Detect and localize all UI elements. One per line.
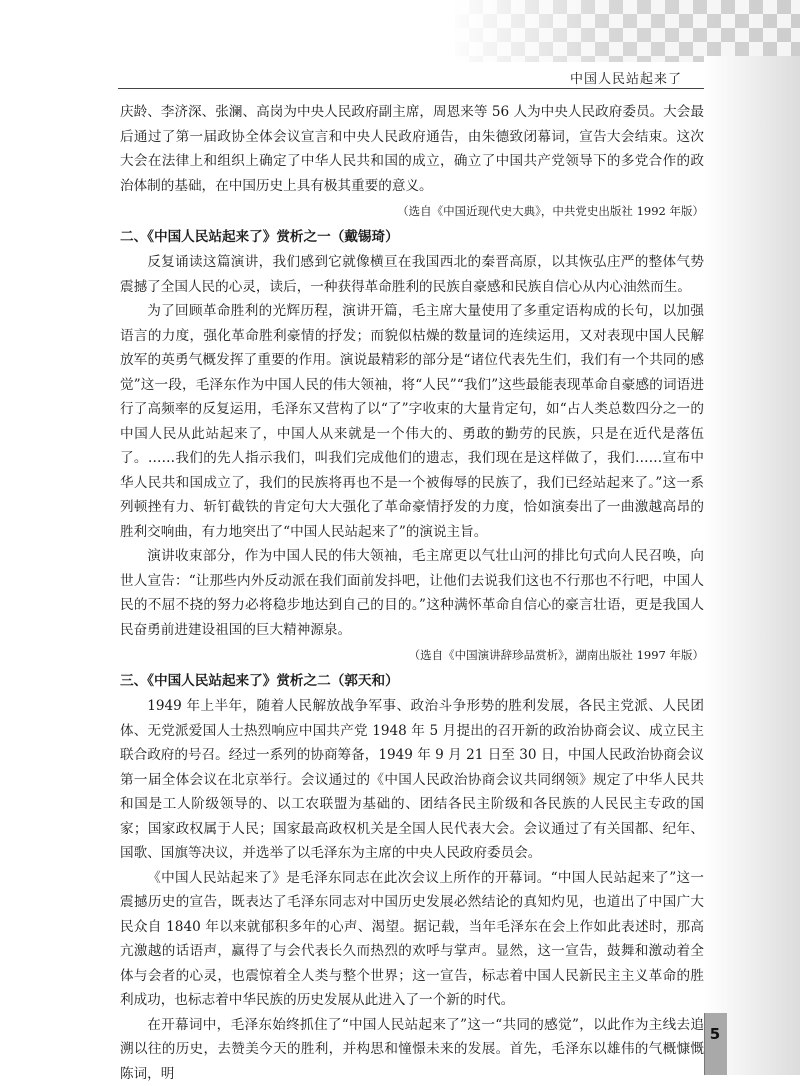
section3-paragraph-2: 《中国人民站起来了》是毛泽东同志在此次会议上所作的开幕词。“中国人民站起来了”这一震撼历史的宣告，既表达了毛泽东同志对中国历史发展必然结论的真知灼见，也道出了中国广大民众自 1840 年以来就郁积多年的心声、渴望。据记载，当年毛泽东在会上作如此表述时，那高亢激越的话语声，赢得了与会代表长久而热烈的欢呼与掌声。显然，这一宣告，鼓舞和激动着全体与会者的心灵，也震惊着全人类与整个世界；这一宣告，标志着中国人民新民主主义革命的胜利成功，也标志着中华民族的历史发展从此进入了一个新的时代。 <box>120 866 704 1013</box>
source-citation-1: （选自《中国近现代史大典》，中共党史出版社 1992 年版） <box>120 200 704 222</box>
section3-paragraph-1: 1949 年上半年，随着人民解放战争军事、政治斗争形势的胜利发展，各民主党派、人民团体、无党派爱国人士热烈响应中国共产党 1948 年 5 月提出的召开新的政治协商会议、成立民主联合政府的号召。经过一系列的协商筹备，1949 年 9 月 21 日至 30 日，中国人民政治协商会议第一届全体会议在北京举行。会议通过的《中国人民政治协商会议共同纲领》规定了中华人民共和国是工人阶级领导的、以工农联盟为基础的、团结各民主阶级和各民族的人民民主专政的国家；国家政权属于人民；国家最高政权机关是全国人民代表大会。会议通过了有关国都、纪年、国歌、国旗等决议，并选举了以毛泽东为主席的中央人民政府委员会。 <box>120 694 704 866</box>
page-number: 5 <box>704 1025 726 1043</box>
header-rule <box>118 88 704 89</box>
page-body <box>120 100 704 1086</box>
header-pattern-fade <box>455 0 800 62</box>
section3-paragraph-3: 在开幕词中，毛泽东始终抓住了“中国人民站起来了”这一“共同的感觉”，以此作为主线去追溯以往的历史，去赞美今天的胜利，并构思和憧憬未来的发展。首先，毛泽东以雄伟的气概慷慨陈词，明 <box>120 1013 704 1086</box>
page-edge-shadow <box>704 56 800 1075</box>
section-heading-2: 二、《中国人民站起来了》赏析之一（戴锡琦） <box>120 224 704 250</box>
running-header-title: 中国人民站起来了 <box>566 68 686 87</box>
source-citation-2: （选自《中国演讲辞珍品赏析》，湖南出版社 1997 年版） <box>120 644 704 666</box>
paragraph-continued: 庆龄、李济深、张澜、高岗为中央人民政府副主席，周恩来等 56 人为中央人民政府委员。大会最后通过了第一届政协全体会议宣言和中央人民政府通告，由朱德致闭幕词，宣告大会结束。这次大会在法律上和组织上确定了中华人民共和国的成立，确立了中国共产党领导下的多党合作的政治体制的基础，在中国历史上具有极其重要的意义。 <box>120 100 704 198</box>
page-number-tab <box>704 1013 727 1075</box>
section2-paragraph-2: 为了回顾革命胜利的光辉历程，演讲开篇，毛主席大量使用了多重定语构成的长句，以加强语言的力度，强化革命胜利豪情的抒发；而貌似枯燥的数量词的连续运用，又对表现中国人民解放军的英勇气概发挥了重要的作用。演说最精彩的部分是“诸位代表先生们，我们有一个共同的感觉”这一段，毛泽东作为中国人民的伟大领袖，将“人民”“我们”这些最能表现革命自豪感的词语进行了高频率的反复运用，毛泽东又营构了以“了”字收束的大量肯定句，如“占人类总数四分之一的中国人民从此站起来了，中国人从来就是一个伟大的、勇敢的勤劳的民族，只是在近代是落伍了。……我们的先人指示我们，叫我们完成他们的遗志，我们现在是这样做了，我们……宣布中华人民共和国成立了，我们的民族将再也不是一个被侮辱的民族了，我们已经站起来了。”这一系列顿挫有力、斩钉截铁的肯定句大大强化了革命豪情抒发的力度，恰如演奏出了一曲激越高昂的胜利交响曲，有力地突出了“中国人民站起来了”的演说主旨。 <box>120 299 704 544</box>
section-heading-3: 三、《中国人民站起来了》赏析之二（郭天和） <box>120 668 704 694</box>
section2-paragraph-1: 反复诵读这篇演讲，我们感到它就像横亘在我国西北的秦晋高原，以其恢弘庄严的整体气势震撼了全国人民的心灵，读后，一种获得革命胜利的民族自豪感和民族自信心从内心油然而生。 <box>120 250 704 299</box>
section2-paragraph-3: 演讲收束部分，作为中国人民的伟大领袖，毛主席更以气壮山河的排比句式向人民召唤，向世人宣告：“让那些内外反动派在我们面前发抖吧，让他们去说我们这也不行那也不行吧，中国人民的不屈不挠的努力必将稳步地达到自己的目的。”这种满怀革命自信心的豪言壮语，更是我国人民奋勇前进建设祖国的巨大精神源泉。 <box>120 544 704 642</box>
